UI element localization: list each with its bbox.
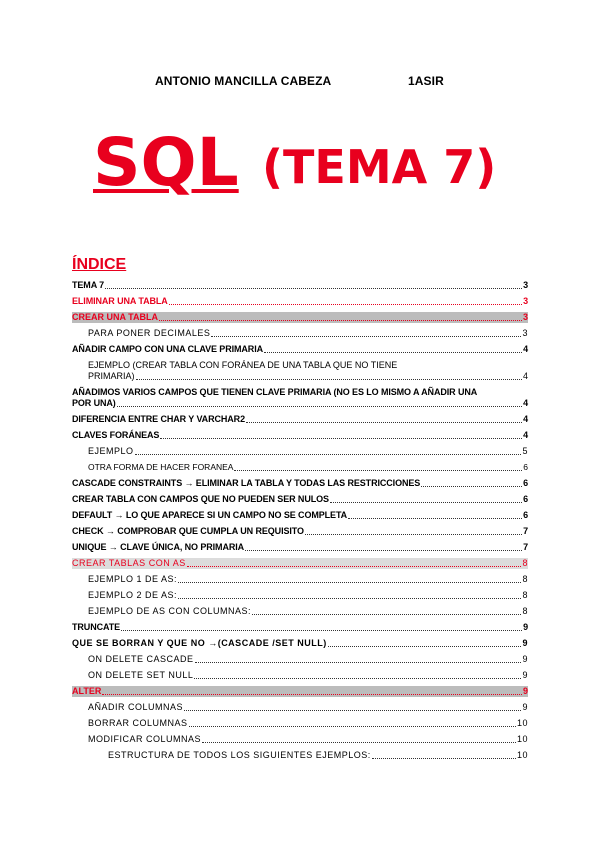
title-sub: (TEMA 7) [262,140,497,194]
toc-entry-label: MODIFICAR COLUMNAS [88,734,202,744]
toc-entry-label: CHECK → COMPROBAR QUE CUMPLA UN REQUISITO [72,526,304,536]
toc-entry-label-line1: AÑADIMOS VARIOS CAMPOS QUE TIENEN CLAVE PRIMARIA (NO ES LO MISMO A AÑADIR UNA [72,387,478,397]
toc-entry-label: ESTRUCTURA DE TODOS LOS SIGUIENTES EJEMPLOS: [108,750,371,760]
toc-entry[interactable] [72,478,528,489]
toc-entry[interactable] [72,344,528,355]
toc-entry-label: EJEMPLO DE AS CON COLUMNAS: [88,606,252,616]
toc-entry-label: EJEMPLO 1 DE AS: [88,574,178,584]
toc-entry-label: TEMA 7 [72,280,105,290]
toc-entry-page: 9 [522,638,528,648]
toc-entry[interactable] [72,446,528,457]
toc-entry[interactable] [72,638,528,649]
toc-entry-page: 6 [523,462,528,472]
toc-entry[interactable] [72,387,528,409]
table-of-contents [72,280,528,761]
toc-entry-label: CREAR UNA TABLA [72,312,158,322]
toc-entry-page: 9 [522,670,528,680]
toc-entry[interactable] [72,526,528,537]
toc-entry[interactable] [72,718,528,729]
toc-entry-label: EJEMPLO 2 DE AS: [88,590,178,600]
toc-entry[interactable] [72,622,528,633]
toc-entry[interactable] [72,574,528,585]
toc-entry-page: 4 [523,430,528,440]
toc-entry-page: 10 [516,718,528,728]
toc-entry[interactable] [72,542,528,553]
toc-entry-label: CASCADE CONSTRAINTS → ELIMINAR LA TABLA Y TODAS LAS RESTRICCIONES [72,478,421,488]
toc-entry-label: ON DELETE SET NULL [88,670,194,680]
toc-entry[interactable] [72,750,528,761]
toc-entry-label: DEFAULT → LO QUE APARECE SI UN CAMPO NO SE COMPLETA [72,510,348,520]
toc-entry[interactable] [72,312,528,323]
toc-entry[interactable] [72,360,528,382]
toc-entry[interactable] [72,414,528,425]
toc-entry-label: CREAR TABLA CON CAMPOS QUE NO PUEDEN SER NULOS [72,494,329,504]
toc-entry-page: 3 [522,312,528,322]
toc-entry-label: BORRAR COLUMNAS [88,718,188,728]
toc-entry-label: TRUNCATE [72,622,121,632]
toc-entry-page: 9 [522,702,528,712]
toc-entry[interactable] [72,462,528,473]
toc-entry[interactable] [72,494,528,505]
toc-entry-page: 4 [523,398,528,408]
toc-entry-label-line1: EJEMPLO (CREAR TABLA CON FORÁNEA DE UNA TABLA QUE NO TIENE [88,360,398,370]
toc-entry[interactable] [72,654,528,665]
toc-entry-page: 9 [522,654,528,664]
toc-entry-page: 3 [522,328,528,338]
toc-entry-label: CLAVES FORÁNEAS [72,430,160,440]
toc-entry-page: 4 [523,344,528,354]
toc-entry-label: DIFERENCIA ENTRE CHAR Y VARCHAR2 [72,414,245,424]
toc-entry-label: PARA PONER DECIMALES [88,328,211,338]
toc-entry-page: 7 [523,542,528,552]
author-name: ANTONIO MANCILLA CABEZA [155,74,332,88]
toc-entry[interactable] [72,590,528,601]
toc-entry[interactable] [72,280,528,291]
title-main: SQL [93,124,239,201]
toc-entry-page: 5 [522,446,528,456]
toc-entry-label: ON DELETE CASCADE [88,654,194,664]
toc-entry-page: 8 [522,558,528,568]
toc-entry-page: 8 [522,574,528,584]
toc-entry-label-line2: POR UNA) [72,398,116,408]
toc-entry-page: 9 [523,622,528,632]
toc-entry-page: 9 [522,686,528,696]
toc-entry-page: 6 [523,510,528,520]
toc-entry[interactable] [72,296,528,307]
toc-entry-page: 10 [516,750,528,760]
toc-entry-label: ALTER [72,686,102,696]
toc-entry-label: OTRA FORMA DE HACER FORANEA [88,462,234,472]
toc-entry-label: EJEMPLO [88,446,134,456]
class-name: 1ASIR [408,74,444,88]
toc-entry-page: 3 [523,296,528,306]
toc-entry-label: QUE SE BORRAN Y QUE NO →(CASCADE /SET NULL) [72,638,327,648]
toc-entry[interactable] [72,328,528,339]
toc-entry-page: 3 [523,280,528,290]
toc-entry-label: AÑADIR COLUMNAS [88,702,184,712]
toc-entry[interactable] [72,510,528,521]
toc-entry[interactable] [72,558,528,569]
toc-entry-page: 8 [522,606,528,616]
toc-entry-label: AÑADIR CAMPO CON UNA CLAVE PRIMARIA [72,344,263,354]
toc-entry-page: 10 [516,734,528,744]
toc-entry-page: 4 [522,371,528,381]
toc-entry-page: 6 [523,478,528,488]
toc-entry-label: UNIQUE → CLAVE ÚNICA, NO PRIMARIA [72,542,245,552]
toc-entry[interactable] [72,702,528,713]
toc-entry-label: ELIMINAR UNA TABLA [72,296,168,306]
toc-entry[interactable] [72,686,528,697]
toc-entry-page: 7 [523,526,528,536]
toc-entry-label: CREAR TABLAS CON AS [72,558,186,568]
index-heading: ÍNDICE [72,256,127,273]
toc-entry-page: 6 [523,494,528,504]
toc-entry[interactable] [72,670,528,681]
toc-entry[interactable] [72,606,528,617]
toc-entry[interactable] [72,734,528,745]
toc-entry-page: 4 [523,414,528,424]
document-title [0,118,600,208]
toc-entry-label-line2: PRIMARIA) [88,371,135,381]
toc-entry[interactable] [72,430,528,441]
toc-entry-page: 8 [522,590,528,600]
document-header [0,74,600,90]
